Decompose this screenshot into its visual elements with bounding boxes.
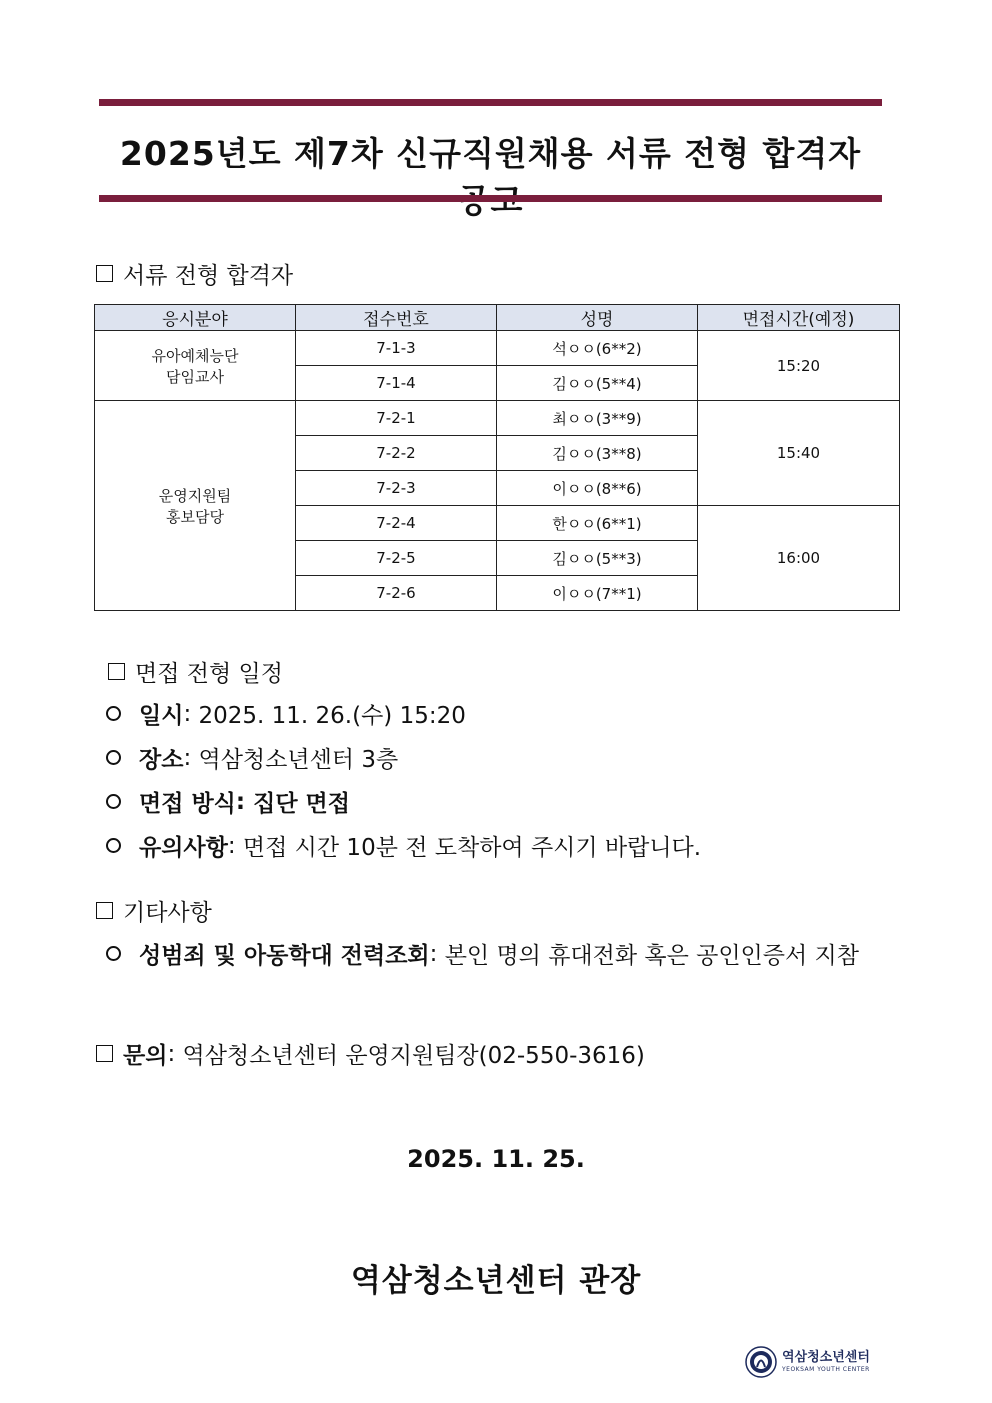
applicant-number: 7-1-3 <box>296 331 497 366</box>
logo-name-ko: 역삼청소년센터 <box>782 1350 870 1366</box>
logo-name-en: YEOKSAM YOUTH CENTER <box>782 1365 870 1373</box>
applicant-number: 7-2-4 <box>296 506 497 541</box>
interview-time: 15:20 <box>698 331 900 401</box>
applicant-name: 김ㅇㅇ(5**3) <box>497 541 698 576</box>
contact-value: 역삼청소년센터 운영지원팀장(02-550-3616) <box>175 1043 645 1069</box>
applicant-number: 7-1-4 <box>296 366 497 401</box>
signature: 역삼청소년센터 관장 <box>350 1263 642 1299</box>
applicant-name: 김ㅇㅇ(5**4) <box>497 366 698 401</box>
contact-line <box>96 1037 645 1070</box>
title-rule-bottom <box>99 195 882 202</box>
item-value: 면접 시간 10분 전 도착하여 주시기 바랍니다. <box>235 835 702 861</box>
item-label: 장소 <box>139 747 184 773</box>
field-cell <box>95 401 296 611</box>
page-title: 2025년도 제7차 신규직원채용 서류 전형 합격자 <box>119 134 862 173</box>
item-label: 유의사항 <box>139 835 228 861</box>
circle-bullet-icon <box>106 750 121 765</box>
item-value: 집단 면접 <box>245 791 350 817</box>
field-line: 홍보담당 <box>166 507 224 526</box>
field-line: 유아예체능단 <box>151 346 239 365</box>
table-row <box>95 331 900 366</box>
item-separator: : <box>235 788 246 815</box>
contact-separator: : <box>167 1040 176 1067</box>
checkbox-square-icon <box>108 663 125 680</box>
applicant-number: 7-2-1 <box>296 401 497 436</box>
section-heading-label: 기타사항 <box>123 900 212 926</box>
applicant-name: 이ㅇㅇ(7**1) <box>497 576 698 611</box>
table-header: 성명 <box>497 305 698 331</box>
center-emblem-icon <box>745 1346 777 1378</box>
applicant-name: 최ㅇㅇ(3**9) <box>497 401 698 436</box>
center-logo <box>745 1346 870 1378</box>
item-separator: : <box>183 700 192 727</box>
circle-bullet-icon <box>106 794 121 809</box>
section-heading-schedule <box>108 655 283 688</box>
item-separator: : <box>429 940 438 967</box>
checkbox-square-icon <box>96 1045 113 1062</box>
item-value: 본인 명의 휴대전화 혹은 공인인증서 지참 <box>437 943 859 969</box>
field-line: 담임교사 <box>166 367 224 386</box>
table-header-row <box>95 305 900 331</box>
section-heading-results <box>96 257 293 290</box>
circle-bullet-icon <box>106 946 121 961</box>
applicant-number: 7-2-2 <box>296 436 497 471</box>
table-header: 면접시간(예정) <box>698 305 900 331</box>
item-separator: : <box>227 832 236 859</box>
circle-bullet-icon <box>106 838 121 853</box>
checkbox-square-icon <box>96 265 113 282</box>
applicant-name: 이ㅇㅇ(8**6) <box>497 471 698 506</box>
circle-bullet-icon <box>106 706 121 721</box>
item-label: 면접 방식 <box>139 791 236 817</box>
table-row <box>95 401 900 436</box>
checkbox-square-icon <box>96 902 113 919</box>
results-table <box>94 304 900 611</box>
announcement-date: 2025. 11. 25. <box>407 1145 585 1173</box>
schedule-item-notice <box>106 829 701 862</box>
field-cell <box>95 331 296 401</box>
section-heading-other <box>96 894 212 927</box>
interview-time: 15:40 <box>698 401 900 506</box>
applicant-name: 석ㅇㅇ(6**2) <box>497 331 698 366</box>
applicant-name: 김ㅇㅇ(3**8) <box>497 436 698 471</box>
other-item-background-check <box>106 937 859 970</box>
section-heading-label: 서류 전형 합격자 <box>123 263 294 289</box>
field-line: 운영지원팀 <box>158 486 232 505</box>
schedule-item-location <box>106 741 398 774</box>
item-label: 일시 <box>139 703 184 729</box>
applicant-number: 7-2-6 <box>296 576 497 611</box>
applicant-number: 7-2-5 <box>296 541 497 576</box>
section-heading-label: 면접 전형 일정 <box>135 661 283 687</box>
item-label: 성범죄 및 아동학대 전력조회 <box>139 943 430 969</box>
schedule-item-method <box>106 785 350 818</box>
contact-label: 문의 <box>123 1043 168 1069</box>
table-header: 접수번호 <box>296 305 497 331</box>
applicant-number: 7-2-3 <box>296 471 497 506</box>
interview-time: 16:00 <box>698 506 900 611</box>
applicant-name: 한ㅇㅇ(6**1) <box>497 506 698 541</box>
item-value: 2025. 11. 26.(수) 15:20 <box>191 703 466 729</box>
title-rule-top <box>99 99 882 106</box>
item-separator: : <box>183 744 192 771</box>
item-value: 역삼청소년센터 3층 <box>191 747 399 773</box>
schedule-item-datetime <box>106 697 466 730</box>
table-header: 응시분야 <box>95 305 296 331</box>
